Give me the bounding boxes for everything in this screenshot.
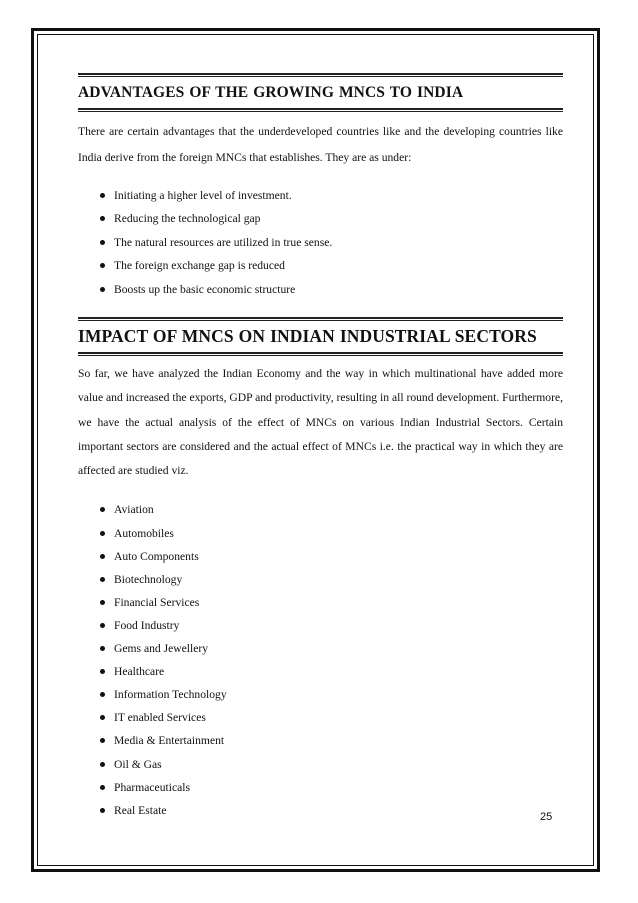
list-item: Auto Components xyxy=(78,545,563,568)
advantages-intro-paragraph: There are certain advantages that the underdeveloped countries like and the developing countries like India derive from the foreign MNCs that establishes. They are as under: xyxy=(78,125,563,164)
list-item: The foreign exchange gap is reduced xyxy=(78,254,563,277)
heading-rule-bottom xyxy=(78,108,563,112)
list-item: IT enabled Services xyxy=(78,706,563,729)
list-item: The natural resources are utilized in true sense. xyxy=(78,231,563,254)
list-item: Financial Services xyxy=(78,591,563,614)
list-item: Food Industry xyxy=(78,614,563,637)
advantages-list xyxy=(78,184,563,301)
list-item: Information Technology xyxy=(78,683,563,706)
list-item: Aviation xyxy=(78,498,563,521)
list-item: Media & Entertainment xyxy=(78,729,563,752)
advantages-heading: ADVANTAGES OF THE GROWING MNCS TO INDIA xyxy=(78,84,464,101)
industrial-sectors-list xyxy=(78,498,563,821)
impact-heading: IMPACT OF MNCS ON INDIAN INDUSTRIAL SECTORS xyxy=(78,326,537,346)
list-item: Healthcare xyxy=(78,660,563,683)
list-item: Oil & Gas xyxy=(78,753,563,776)
page-number: 25 xyxy=(540,811,553,823)
list-item: Boosts up the basic economic structure xyxy=(78,278,563,301)
list-item: Automobiles xyxy=(78,522,563,545)
list-item: Pharmaceuticals xyxy=(78,776,563,799)
list-item: Reducing the technological gap xyxy=(78,207,563,230)
list-item: Gems and Jewellery xyxy=(78,637,563,660)
heading-rule-bottom xyxy=(78,352,563,356)
list-item: Real Estate xyxy=(78,799,563,822)
impact-intro-paragraph: So far, we have analyzed the Indian Economy and the way in which multinational have added more value and increased the exports, GDP and productivity, resulting in all round development. Furthermore, we have the actual analysis of the effect of MNCs on various Indian Industrial Sectors. Certain important sectors are considered and the actual effect of MNCs i.e. the practical way in which they are affected are studied viz. xyxy=(78,367,563,478)
list-item: Initiating a higher level of investment. xyxy=(78,184,563,207)
advantages-section xyxy=(78,73,563,301)
impact-section xyxy=(78,317,563,822)
list-item: Biotechnology xyxy=(78,568,563,591)
